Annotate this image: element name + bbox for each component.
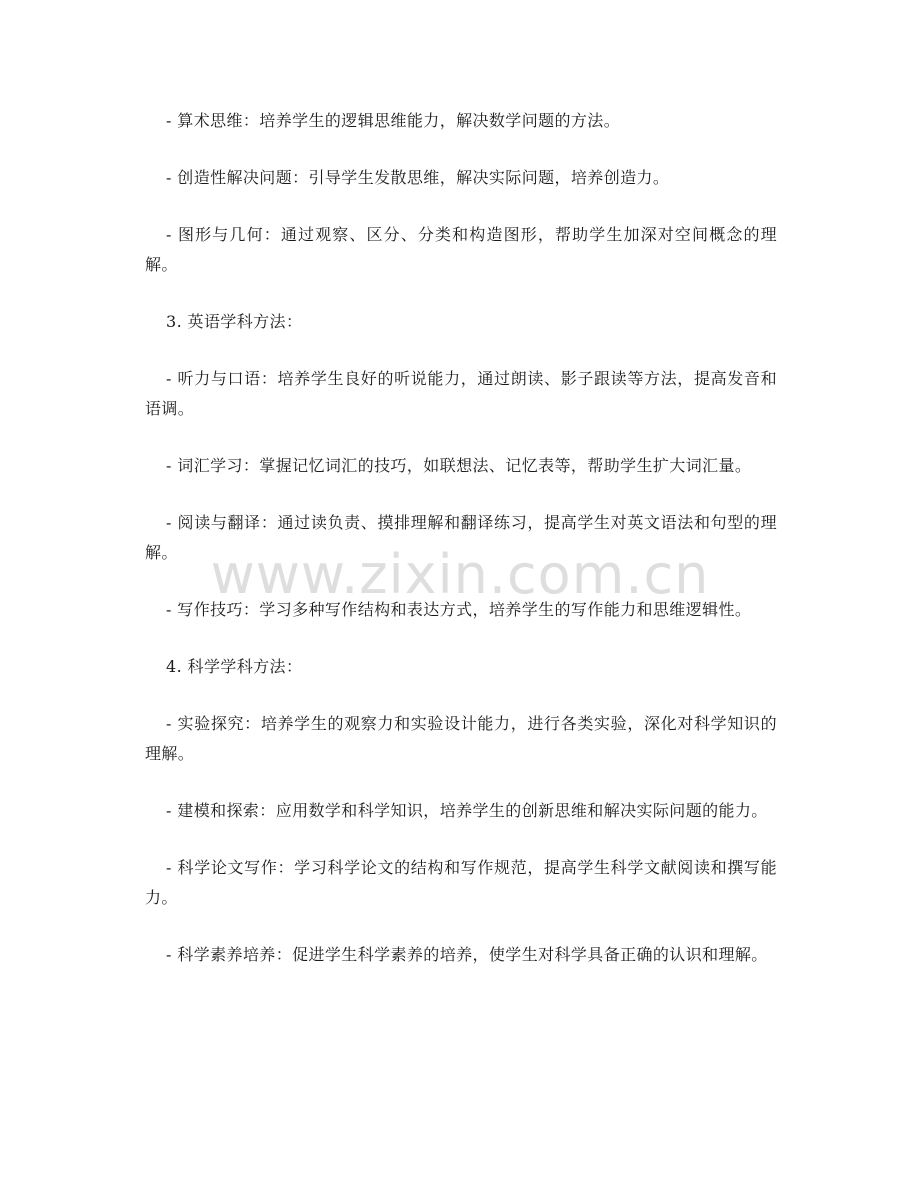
heading-english-methods: 3. 英语学科方法： xyxy=(166,312,303,331)
paragraph-vocabulary: - 词汇学习：掌握记忆词汇的技巧，如联想法、记忆表等，帮助学生扩大词汇量。 xyxy=(166,456,752,475)
paragraph-geometry: - 图形与几何：通过观察、区分、分类和构造图形，帮助学生加深对空间概念的理解。 xyxy=(145,225,777,274)
paragraph-writing-skills: - 写作技巧：学习多种写作结构和表达方式，培养学生的写作能力和思维逻辑性。 xyxy=(166,600,752,619)
paragraph-listening-speaking: - 听力与口语：培养学生良好的听说能力，通过朗读、影子跟读等方法，提高发音和语调。 xyxy=(145,369,777,418)
paragraph-creative-problem-solving: - 创造性解决问题：引导学生发散思维，解决实际问题，培养创造力。 xyxy=(166,168,670,187)
watermark-logo: www.zixin.com.cn xyxy=(210,543,710,606)
paragraph-science-paper-writing: - 科学论文写作：学习科学论文的结构和写作规范，提高学生科学文献阅读和撰写能力。 xyxy=(145,858,777,907)
heading-science-methods: 4. 科学学科方法： xyxy=(166,657,303,676)
paragraph-reading-translation: - 阅读与翻译：通过读负责、摸排理解和翻译练习，提高学生对英文语法和句型的理解。 xyxy=(145,513,777,562)
paragraph-modeling-exploration: - 建模和探索：应用数学和科学知识，培养学生的创新思维和解决实际问题的能力。 xyxy=(166,801,768,820)
document-body xyxy=(145,106,777,997)
paragraph-science-literacy: - 科学素养培养：促进学生科学素养的培养，使学生对科学具备正确的认识和理解。 xyxy=(166,945,768,964)
paragraph-arithmetic-thinking: - 算术思维：培养学生的逻辑思维能力，解决数学问题的方法。 xyxy=(166,111,621,130)
paragraph-experiment-inquiry: - 实验探究：培养学生的观察力和实验设计能力，进行各类实验，深化对科学知识的理解。 xyxy=(145,714,777,763)
